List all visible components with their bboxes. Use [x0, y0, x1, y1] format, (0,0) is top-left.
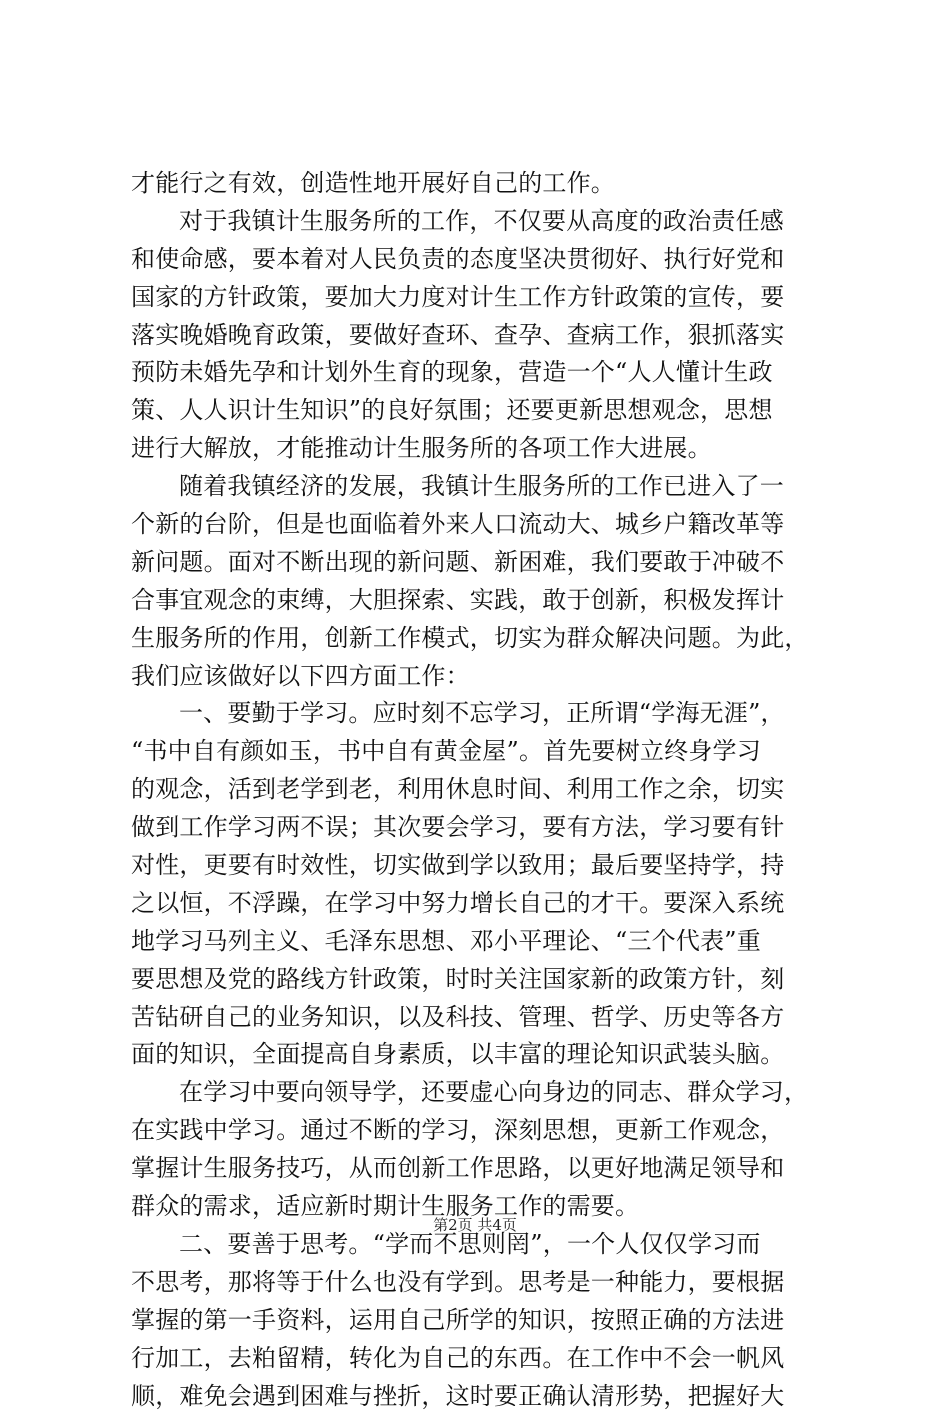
text-line: 面的知识，全面提高自身素质，以丰富的理论知识武装头脑。: [131, 1036, 831, 1074]
text-line: 掌握的第一手资料，运用自己所学的知识，按照正确的方法进: [131, 1302, 831, 1340]
text-line: 顺，难免会遇到困难与挫折，这时要正确认清形势，把握好大: [131, 1378, 831, 1415]
text-line: 地学习马列主义、毛泽东思想、邓小平理论、“三个代表”重: [131, 923, 831, 961]
text-line: 苦钻研自己的业务知识，以及科技、管理、哲学、历史等各方: [131, 999, 831, 1037]
text-line: 不思考，那将等于什么也没有学到。思考是一种能力，要根据: [131, 1264, 831, 1302]
text-line: 国家的方针政策，要加大力度对计生工作方针政策的宣传，要: [131, 279, 831, 317]
text-line: 新问题。面对不断出现的新问题、新困难，我们要敢于冲破不: [131, 544, 831, 582]
text-line: 之以恒，不浮躁，在学习中努力增长自己的才干。要深入系统: [131, 885, 831, 923]
text-line: 行加工，去粕留精，转化为自己的东西。在工作中不会一帆风: [131, 1340, 831, 1378]
text-line: 进行大解放，才能推动计生服务所的各项工作大进展。: [131, 430, 831, 468]
paragraph-first-line: 二、要善于思考。“学而不思则罔”，一个人仅仅学习而: [131, 1226, 831, 1264]
text-line: 做到工作学习两不误；其次要会学习，要有方法，学习要有针: [131, 809, 831, 847]
paragraph-first-line: 随着我镇经济的发展，我镇计生服务所的工作已进入了一: [131, 468, 831, 506]
text-line: 个新的台阶，但是也面临着外来人口流动大、城乡户籍改革等: [131, 506, 831, 544]
text-line: “书中自有颜如玉，书中自有黄金屋”。首先要树立终身学习: [131, 733, 831, 771]
text-line: 我们应该做好以下四方面工作：: [131, 658, 831, 696]
text-line: 策、人人识计生知识”的良好氛围；还要更新思想观念，思想: [131, 392, 831, 430]
text-line: 对性，更要有时效性，切实做到学以致用；最后要坚持学，持: [131, 847, 831, 885]
text-line: 群众的需求，适应新时期计生服务工作的需要。: [131, 1188, 831, 1226]
text-line: 落实晚婚晚育政策，要做好查环、查孕、查病工作，狠抓落实: [131, 317, 831, 355]
paragraph-first-line: 在学习中要向领导学，还要虚心向身边的同志、群众学习，: [131, 1074, 831, 1112]
paragraph-first-line: 一、要勤于学习。应时刻不忘学习，正所谓“学海无涯”，: [131, 695, 831, 733]
text-line: 预防未婚先孕和计划外生育的现象，营造一个“人人懂计生政: [131, 354, 831, 392]
paragraph-first-line: 对于我镇计生服务所的工作，不仅要从高度的政治责任感: [131, 203, 831, 241]
text-line: 和使命感，要本着对人民负责的态度坚决贯彻好、执行好党和: [131, 241, 831, 279]
text-line: 生服务所的作用，创新工作模式，切实为群众解决问题。为此，: [131, 620, 831, 658]
text-line: 才能行之有效，创造性地开展好自己的工作。: [131, 165, 831, 203]
text-line: 的观念，活到老学到老，利用休息时间、利用工作之余，切实: [131, 771, 831, 809]
text-line: 在实践中学习。通过不断的学习，深刻思想，更新工作观念，: [131, 1112, 831, 1150]
page-number-footer: 第2页 共4页: [0, 1214, 950, 1235]
text-line: 要思想及党的路线方针政策，时时关注国家新的政策方针，刻: [131, 961, 831, 999]
text-line: 掌握计生服务技巧，从而创新工作思路，以更好地满足领导和: [131, 1150, 831, 1188]
text-line: 合事宜观念的束缚，大胆探索、实践，敢于创新，积极发挥计: [131, 582, 831, 620]
